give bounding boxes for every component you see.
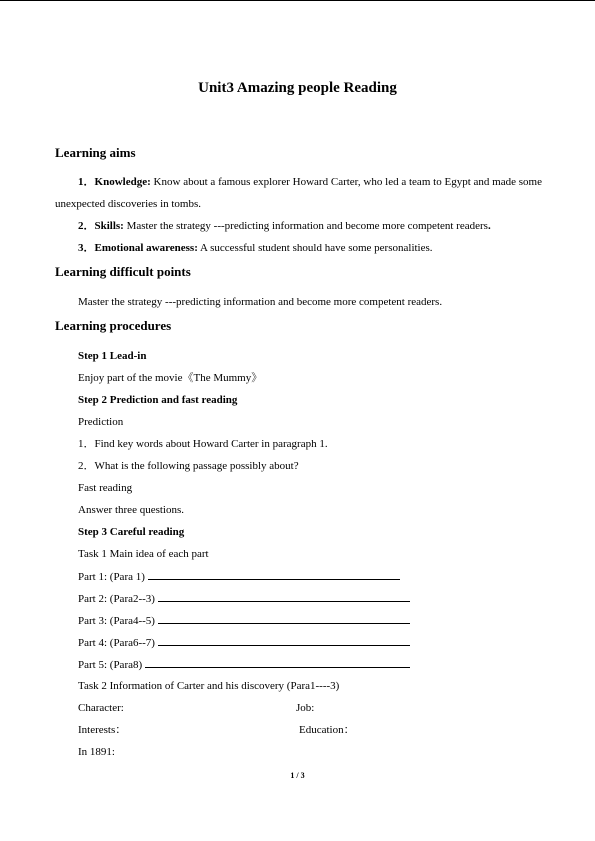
fast-reading-label: Fast reading: [78, 482, 133, 494]
task2-line: Task 2 Information of Carter and his discovery (Para1----3): [78, 680, 340, 692]
page-title: Unit3 Amazing people Reading: [198, 80, 397, 96]
page-number: 1 / 3: [290, 771, 305, 780]
aim-2-end: .: [487, 220, 491, 232]
aim-1-text: Know about a famous explorer Howard Carter, who led a team to Egypt and made some unexpected discoveries in tombs.: [55, 176, 542, 210]
prediction-label: Prediction: [78, 416, 124, 428]
aim-3-text: A successful student should have some personalities.: [197, 242, 433, 254]
prediction-q1: 1．Find key words about Howard Carter in paragraph 1.: [78, 438, 328, 450]
heading-procedures: Learning procedures: [55, 318, 172, 333]
aim-2-text: Master the strategy ---predicting information and become more competent readers: [123, 220, 488, 232]
aim-1-label: Knowledge:: [94, 176, 151, 188]
answer-line: Answer three questions.: [78, 504, 185, 516]
part-line-2: [78, 591, 410, 606]
part-line-1: [78, 569, 400, 584]
interests-label: Interests：: [78, 724, 127, 736]
part-line-4: [78, 635, 410, 650]
aim-3-num: 3．: [78, 242, 95, 254]
character-label: Character:: [78, 702, 124, 714]
aim-1-num: 1．: [78, 176, 95, 188]
in-1891-label: In 1891:: [78, 746, 115, 758]
job-label: Job:: [296, 702, 315, 714]
difficult-text: Master the strategy ---predicting information and become more competent readers.: [78, 296, 443, 308]
part-line-3: [78, 613, 410, 628]
part-2-label: Part 2: (Para2--3): [78, 593, 155, 605]
step2-heading: Step 2 Prediction and fast reading: [78, 394, 238, 406]
part-4-label: Part 4: (Para6--7): [78, 637, 155, 649]
task1-line: Task 1 Main idea of each part: [78, 548, 209, 560]
part-5-blank[interactable]: [145, 657, 410, 668]
education-label: Education：: [299, 724, 355, 736]
part-3-blank[interactable]: [158, 613, 410, 624]
aim-item-1: [55, 171, 542, 215]
aim-item-2: [78, 219, 491, 233]
part-1-label: Part 1: (Para 1): [78, 571, 145, 583]
part-1-blank[interactable]: [148, 569, 400, 580]
aim-2-num: 2．: [78, 220, 95, 232]
part-4-blank[interactable]: [158, 635, 410, 646]
heading-learning-aims: Learning aims: [55, 145, 136, 160]
part-5-label: Part 5: (Para8): [78, 659, 143, 671]
top-rule: [0, 0, 595, 1]
part-2-blank[interactable]: [158, 591, 410, 602]
step3-heading: Step 3 Careful reading: [78, 526, 185, 538]
heading-difficult-points: Learning difficult points: [55, 264, 191, 279]
aim-3-label: Emotional awareness:: [94, 242, 198, 254]
aim-2-label: Skills:: [94, 220, 124, 232]
part-3-label: Part 3: (Para4--5): [78, 615, 155, 627]
part-line-5: [78, 657, 410, 672]
prediction-q2: 2．What is the following passage possibly about?: [78, 460, 299, 472]
step1-heading: Step 1 Lead-in: [78, 350, 147, 362]
movie-line: Enjoy part of the movie《The Mummy》: [78, 372, 263, 384]
aim-item-3: [78, 241, 433, 255]
